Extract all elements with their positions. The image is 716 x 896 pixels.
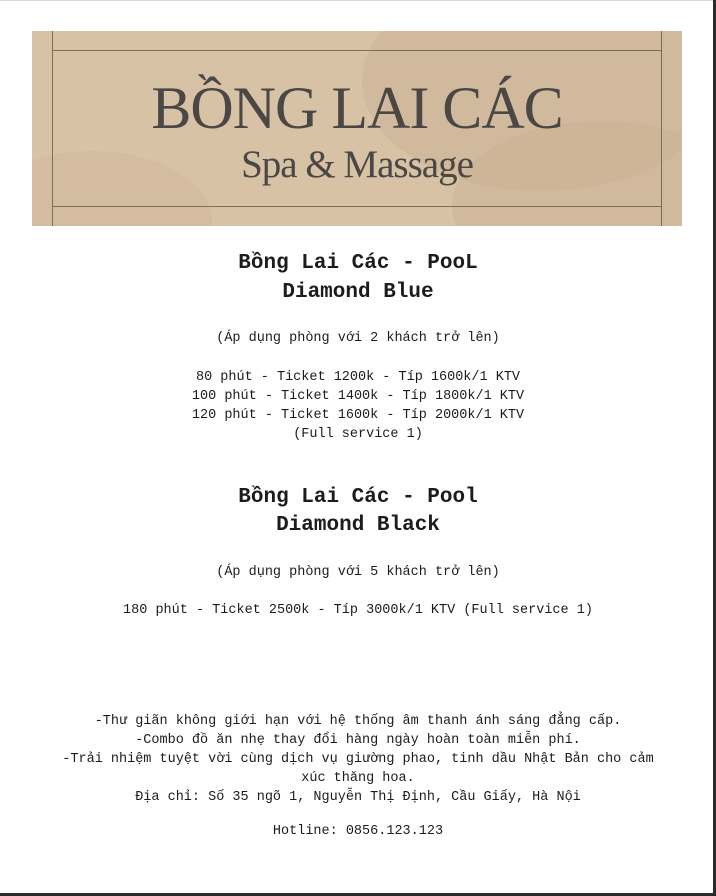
spa-name-title: BỒNG LAI CÁC xyxy=(151,75,563,141)
price-line: 100 phút - Ticket 1400k - Típ 1800k/1 KTV xyxy=(191,389,525,404)
price-line: 180 phút - Ticket 2500k - Típ 3000k/1 KTV (Full service 1) xyxy=(123,603,593,618)
package-condition: (Áp dụng phòng với 2 khách trở lên) xyxy=(216,331,500,346)
header-banner xyxy=(32,31,682,226)
address-text: Địa chỉ: Số 35 ngõ 1, Nguyễn Thị Định, Cầu Giấy, Hà Nội xyxy=(135,790,581,805)
hotline-text: Hotline: 0856.123.123 xyxy=(272,824,444,839)
feature-line: -Thư giãn không giới hạn với hệ thống âm thanh ánh sáng đẳng cấp. xyxy=(94,714,622,729)
feature-line: -Combo đồ ăn nhẹ thay đổi hàng ngày hoàn toàn miễn phí. xyxy=(135,733,581,748)
price-line: 120 phút - Ticket 1600k - Típ 2000k/1 KTV xyxy=(191,408,525,423)
banner-top-rule xyxy=(52,50,662,51)
package-subtitle: Diamond Black xyxy=(276,514,440,537)
banner-bottom-rule xyxy=(52,206,662,207)
feature-line: xúc thăng hoa. xyxy=(301,771,415,786)
package-title: Bồng Lai Các - Pool xyxy=(238,486,478,509)
feature-line: -Trải nhiệm tuyệt vời cùng dịch vụ giường phao, tinh dầu Nhật Bản cho cảm xyxy=(62,752,654,767)
spa-subtitle: Spa & Massage xyxy=(241,143,473,186)
price-line: 80 phút - Ticket 1200k - Típ 1600k/1 KTV xyxy=(195,370,521,385)
package-note: (Full service 1) xyxy=(293,427,423,442)
package-subtitle: Diamond Blue xyxy=(282,281,434,304)
package-title: Bồng Lai Các - PooL xyxy=(238,252,478,275)
package-condition: (Áp dụng phòng với 5 khách trở lên) xyxy=(216,565,500,580)
